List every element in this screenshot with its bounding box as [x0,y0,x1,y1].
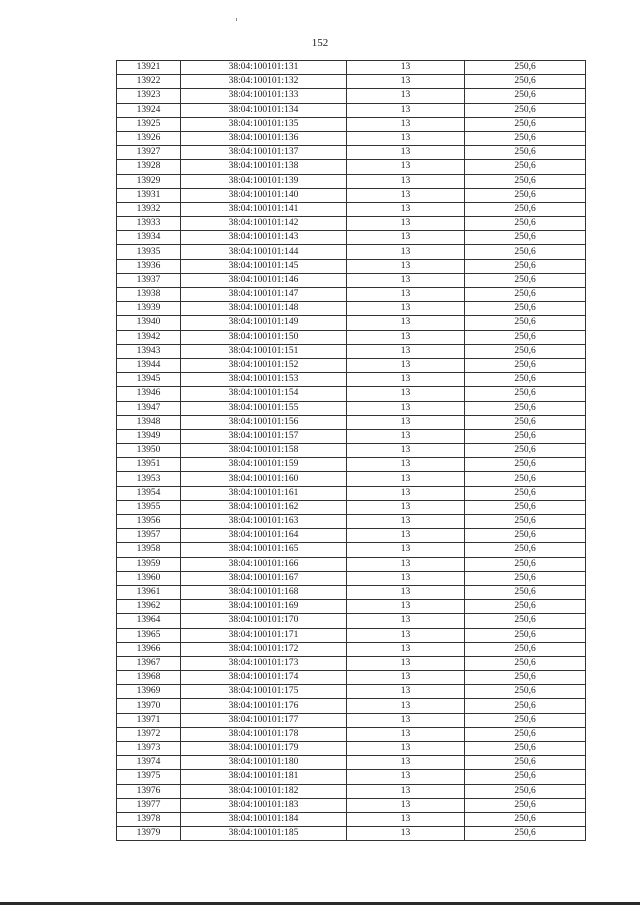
table-row [117,812,586,826]
table-row [117,174,586,188]
table-row [117,160,586,174]
area-cell: 250,6 [465,515,586,529]
row-number-cell: 13945 [117,373,181,387]
cadastral-number-cell: 38:04:100101:171 [181,628,347,642]
table-row [117,756,586,770]
cadastral-number-cell: 38:04:100101:150 [181,330,347,344]
table-row [117,656,586,670]
cadastral-number-cell: 38:04:100101:134 [181,103,347,117]
row-number-cell: 13962 [117,600,181,614]
data-table-container [116,60,585,841]
table-row [117,415,586,429]
area-cell: 250,6 [465,429,586,443]
quantity-cell: 13 [347,444,465,458]
quantity-cell: 13 [347,89,465,103]
table-row [117,500,586,514]
quantity-cell: 13 [347,770,465,784]
quantity-cell: 13 [347,614,465,628]
cadastral-number-cell: 38:04:100101:163 [181,515,347,529]
row-number-cell: 13949 [117,429,181,443]
row-number-cell: 13929 [117,174,181,188]
cadastral-number-cell: 38:04:100101:157 [181,429,347,443]
table-row [117,742,586,756]
area-cell: 250,6 [465,259,586,273]
cadastral-number-cell: 38:04:100101:152 [181,358,347,372]
row-number-cell: 13967 [117,656,181,670]
quantity-cell: 13 [347,174,465,188]
cadastral-number-cell: 38:04:100101:178 [181,727,347,741]
quantity-cell: 13 [347,401,465,415]
cadastral-number-cell: 38:04:100101:151 [181,344,347,358]
area-cell: 250,6 [465,444,586,458]
quantity-cell: 13 [347,713,465,727]
row-number-cell: 13947 [117,401,181,415]
row-number-cell: 13923 [117,89,181,103]
table-body [117,61,586,841]
area-cell: 250,6 [465,188,586,202]
quantity-cell: 13 [347,259,465,273]
cadastral-number-cell: 38:04:100101:183 [181,798,347,812]
cadastral-number-cell: 38:04:100101:145 [181,259,347,273]
cadastral-number-cell: 38:04:100101:133 [181,89,347,103]
table-row [117,642,586,656]
row-number-cell: 13932 [117,202,181,216]
quantity-cell: 13 [347,188,465,202]
table-row [117,515,586,529]
row-number-cell: 13961 [117,585,181,599]
row-number-cell: 13946 [117,387,181,401]
row-number-cell: 13964 [117,614,181,628]
table-row [117,671,586,685]
row-number-cell: 13968 [117,671,181,685]
quantity-cell: 13 [347,415,465,429]
cadastral-number-cell: 38:04:100101:147 [181,288,347,302]
table-row [117,628,586,642]
area-cell: 250,6 [465,571,586,585]
quantity-cell: 13 [347,217,465,231]
cadastral-number-cell: 38:04:100101:185 [181,827,347,841]
cadastral-number-cell: 38:04:100101:137 [181,146,347,160]
row-number-cell: 13921 [117,61,181,75]
cadastral-number-cell: 38:04:100101:135 [181,117,347,131]
area-cell: 250,6 [465,543,586,557]
table-row [117,89,586,103]
table-row [117,429,586,443]
cadastral-number-cell: 38:04:100101:170 [181,614,347,628]
row-number-cell: 13950 [117,444,181,458]
quantity-cell: 13 [347,571,465,585]
quantity-cell: 13 [347,529,465,543]
quantity-cell: 13 [347,160,465,174]
cadastral-number-cell: 38:04:100101:148 [181,302,347,316]
area-cell: 250,6 [465,61,586,75]
row-number-cell: 13970 [117,699,181,713]
area-cell: 250,6 [465,288,586,302]
cadastral-number-cell: 38:04:100101:181 [181,770,347,784]
area-cell: 250,6 [465,742,586,756]
area-cell: 250,6 [465,812,586,826]
cadastral-number-cell: 38:04:100101:164 [181,529,347,543]
cadastral-number-cell: 38:04:100101:177 [181,713,347,727]
area-cell: 250,6 [465,302,586,316]
table-row [117,458,586,472]
table-row [117,685,586,699]
table-row [117,699,586,713]
area-cell: 250,6 [465,671,586,685]
cadastral-number-cell: 38:04:100101:149 [181,316,347,330]
row-number-cell: 13969 [117,685,181,699]
quantity-cell: 13 [347,812,465,826]
table-row [117,231,586,245]
quantity-cell: 13 [347,373,465,387]
quantity-cell: 13 [347,146,465,160]
quantity-cell: 13 [347,202,465,216]
cadastral-number-cell: 38:04:100101:179 [181,742,347,756]
quantity-cell: 13 [347,515,465,529]
quantity-cell: 13 [347,543,465,557]
table-row [117,245,586,259]
area-cell: 250,6 [465,160,586,174]
area-cell: 250,6 [465,344,586,358]
row-number-cell: 13928 [117,160,181,174]
table-row [117,529,586,543]
quantity-cell: 13 [347,557,465,571]
cadastral-number-cell: 38:04:100101:156 [181,415,347,429]
row-number-cell: 13957 [117,529,181,543]
quantity-cell: 13 [347,486,465,500]
area-cell: 250,6 [465,600,586,614]
quantity-cell: 13 [347,245,465,259]
quantity-cell: 13 [347,500,465,514]
quantity-cell: 13 [347,756,465,770]
row-number-cell: 13939 [117,302,181,316]
quantity-cell: 13 [347,798,465,812]
quantity-cell: 13 [347,827,465,841]
area-cell: 250,6 [465,89,586,103]
area-cell: 250,6 [465,146,586,160]
quantity-cell: 13 [347,642,465,656]
cadastral-number-cell: 38:04:100101:173 [181,656,347,670]
table-row [117,217,586,231]
table-row [117,571,586,585]
area-cell: 250,6 [465,784,586,798]
row-number-cell: 13942 [117,330,181,344]
row-number-cell: 13956 [117,515,181,529]
cadastral-number-cell: 38:04:100101:143 [181,231,347,245]
area-cell: 250,6 [465,458,586,472]
row-number-cell: 13975 [117,770,181,784]
area-cell: 250,6 [465,217,586,231]
row-number-cell: 13944 [117,358,181,372]
row-number-cell: 13960 [117,571,181,585]
quantity-cell: 13 [347,358,465,372]
quantity-cell: 13 [347,585,465,599]
table-row [117,103,586,117]
cadastral-number-cell: 38:04:100101:175 [181,685,347,699]
area-cell: 250,6 [465,401,586,415]
table-row [117,302,586,316]
quantity-cell: 13 [347,103,465,117]
area-cell: 250,6 [465,330,586,344]
cadastral-number-cell: 38:04:100101:162 [181,500,347,514]
area-cell: 250,6 [465,628,586,642]
table-row [117,202,586,216]
table-row [117,444,586,458]
row-number-cell: 13954 [117,486,181,500]
area-cell: 250,6 [465,713,586,727]
quantity-cell: 13 [347,117,465,131]
quantity-cell: 13 [347,288,465,302]
area-cell: 250,6 [465,131,586,145]
data-table [116,60,586,841]
area-cell: 250,6 [465,387,586,401]
row-number-cell: 13933 [117,217,181,231]
row-number-cell: 13925 [117,117,181,131]
area-cell: 250,6 [465,699,586,713]
area-cell: 250,6 [465,727,586,741]
table-row [117,713,586,727]
row-number-cell: 13937 [117,273,181,287]
row-number-cell: 13924 [117,103,181,117]
area-cell: 250,6 [465,557,586,571]
row-number-cell: 13973 [117,742,181,756]
cadastral-number-cell: 38:04:100101:174 [181,671,347,685]
cadastral-number-cell: 38:04:100101:180 [181,756,347,770]
area-cell: 250,6 [465,770,586,784]
cadastral-number-cell: 38:04:100101:169 [181,600,347,614]
table-row [117,387,586,401]
row-number-cell: 13926 [117,131,181,145]
row-number-cell: 13936 [117,259,181,273]
cadastral-number-cell: 38:04:100101:153 [181,373,347,387]
table-row [117,472,586,486]
table-row [117,131,586,145]
cadastral-number-cell: 38:04:100101:146 [181,273,347,287]
table-row [117,259,586,273]
row-number-cell: 13972 [117,727,181,741]
area-cell: 250,6 [465,75,586,89]
cadastral-number-cell: 38:04:100101:176 [181,699,347,713]
area-cell: 250,6 [465,614,586,628]
area-cell: 250,6 [465,500,586,514]
cadastral-number-cell: 38:04:100101:184 [181,812,347,826]
cadastral-number-cell: 38:04:100101:154 [181,387,347,401]
cadastral-number-cell: 38:04:100101:142 [181,217,347,231]
row-number-cell: 13943 [117,344,181,358]
cadastral-number-cell: 38:04:100101:141 [181,202,347,216]
table-row [117,330,586,344]
cadastral-number-cell: 38:04:100101:165 [181,543,347,557]
area-cell: 250,6 [465,642,586,656]
table-row [117,557,586,571]
scan-mark [236,18,237,21]
area-cell: 250,6 [465,316,586,330]
table-row [117,543,586,557]
area-cell: 250,6 [465,529,586,543]
cadastral-number-cell: 38:04:100101:168 [181,585,347,599]
area-cell: 250,6 [465,827,586,841]
cadastral-number-cell: 38:04:100101:167 [181,571,347,585]
row-number-cell: 13953 [117,472,181,486]
table-row [117,75,586,89]
row-number-cell: 13977 [117,798,181,812]
area-cell: 250,6 [465,202,586,216]
table-row [117,585,586,599]
quantity-cell: 13 [347,344,465,358]
quantity-cell: 13 [347,472,465,486]
row-number-cell: 13974 [117,756,181,770]
table-row [117,727,586,741]
table-row [117,373,586,387]
area-cell: 250,6 [465,103,586,117]
cadastral-number-cell: 38:04:100101:182 [181,784,347,798]
table-row [117,358,586,372]
cadastral-number-cell: 38:04:100101:160 [181,472,347,486]
quantity-cell: 13 [347,429,465,443]
quantity-cell: 13 [347,656,465,670]
cadastral-number-cell: 38:04:100101:144 [181,245,347,259]
area-cell: 250,6 [465,245,586,259]
area-cell: 250,6 [465,358,586,372]
quantity-cell: 13 [347,231,465,245]
quantity-cell: 13 [347,685,465,699]
area-cell: 250,6 [465,472,586,486]
table-row [117,188,586,202]
area-cell: 250,6 [465,415,586,429]
table-row [117,401,586,415]
row-number-cell: 13979 [117,827,181,841]
row-number-cell: 13931 [117,188,181,202]
row-number-cell: 13959 [117,557,181,571]
row-number-cell: 13922 [117,75,181,89]
page-number: 152 [311,37,329,49]
area-cell: 250,6 [465,373,586,387]
area-cell: 250,6 [465,231,586,245]
table-row [117,344,586,358]
row-number-cell: 13978 [117,812,181,826]
quantity-cell: 13 [347,671,465,685]
quantity-cell: 13 [347,699,465,713]
table-row [117,486,586,500]
quantity-cell: 13 [347,316,465,330]
table-row [117,770,586,784]
row-number-cell: 13927 [117,146,181,160]
area-cell: 250,6 [465,756,586,770]
quantity-cell: 13 [347,628,465,642]
table-row [117,61,586,75]
cadastral-number-cell: 38:04:100101:161 [181,486,347,500]
table-row [117,117,586,131]
table-row [117,827,586,841]
quantity-cell: 13 [347,75,465,89]
row-number-cell: 13940 [117,316,181,330]
table-row [117,600,586,614]
row-number-cell: 13965 [117,628,181,642]
quantity-cell: 13 [347,302,465,316]
quantity-cell: 13 [347,458,465,472]
quantity-cell: 13 [347,784,465,798]
cadastral-number-cell: 38:04:100101:140 [181,188,347,202]
cadastral-number-cell: 38:04:100101:139 [181,174,347,188]
table-row [117,288,586,302]
row-number-cell: 13934 [117,231,181,245]
area-cell: 250,6 [465,656,586,670]
area-cell: 250,6 [465,486,586,500]
row-number-cell: 13948 [117,415,181,429]
row-number-cell: 13958 [117,543,181,557]
area-cell: 250,6 [465,117,586,131]
cadastral-number-cell: 38:04:100101:155 [181,401,347,415]
cadastral-number-cell: 38:04:100101:131 [181,61,347,75]
cadastral-number-cell: 38:04:100101:159 [181,458,347,472]
row-number-cell: 13935 [117,245,181,259]
table-row [117,784,586,798]
quantity-cell: 13 [347,742,465,756]
quantity-cell: 13 [347,727,465,741]
cadastral-number-cell: 38:04:100101:132 [181,75,347,89]
quantity-cell: 13 [347,61,465,75]
area-cell: 250,6 [465,273,586,287]
table-row [117,146,586,160]
area-cell: 250,6 [465,585,586,599]
cadastral-number-cell: 38:04:100101:138 [181,160,347,174]
table-row [117,273,586,287]
cadastral-number-cell: 38:04:100101:172 [181,642,347,656]
table-row [117,798,586,812]
row-number-cell: 13951 [117,458,181,472]
row-number-cell: 13955 [117,500,181,514]
quantity-cell: 13 [347,387,465,401]
cadastral-number-cell: 38:04:100101:136 [181,131,347,145]
quantity-cell: 13 [347,131,465,145]
cadastral-number-cell: 38:04:100101:158 [181,444,347,458]
table-row [117,614,586,628]
quantity-cell: 13 [347,600,465,614]
row-number-cell: 13966 [117,642,181,656]
table-row [117,316,586,330]
row-number-cell: 13976 [117,784,181,798]
cadastral-number-cell: 38:04:100101:166 [181,557,347,571]
row-number-cell: 13938 [117,288,181,302]
quantity-cell: 13 [347,330,465,344]
row-number-cell: 13971 [117,713,181,727]
area-cell: 250,6 [465,685,586,699]
area-cell: 250,6 [465,174,586,188]
area-cell: 250,6 [465,798,586,812]
quantity-cell: 13 [347,273,465,287]
